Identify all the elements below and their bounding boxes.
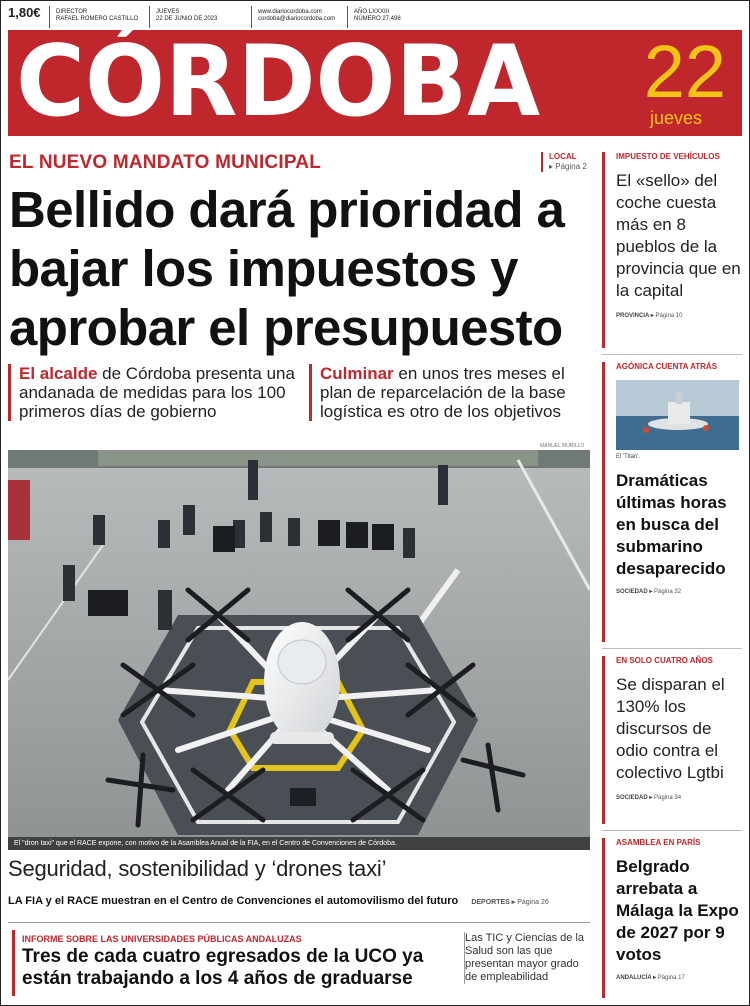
director-name: RAFAEL ROMERO CASTILLO	[56, 16, 139, 22]
right-story-2-kicker: AGÓNICA CUENTA ATRÁS	[616, 362, 718, 371]
univ-sidebar-text: Las TIC y Ciencias de la Salud son las que presentan mayor grado de empleabilidad	[465, 932, 585, 983]
right-separator-1	[602, 354, 742, 355]
photo-page: Página 26	[517, 899, 549, 906]
lead-subhead-2-text: en unos tres meses el plan de reparcelación de la base logística es otro de los objetivos	[320, 364, 566, 421]
masthead-day: 22	[643, 30, 726, 113]
right-separator-2	[602, 648, 742, 649]
photo-subhead	[8, 895, 549, 907]
lead-headline[interactable]: Bellido dará prioridad a bajar los impuestos y aprobar el presupuesto	[9, 181, 565, 356]
right-story-4-text: Belgrado arrebata a Málaga la Expo de 2027 por 9 votos	[616, 857, 739, 964]
lead-subhead-2-highlight: Culminar	[320, 364, 394, 383]
issue-number: NÚMERO 27.498	[354, 16, 401, 22]
drone-taxi-photo	[8, 450, 590, 850]
right-story-1-ref	[616, 312, 742, 319]
right-story-2-ref	[616, 588, 742, 595]
web-link[interactable]: www.diariocordoba.com	[258, 9, 322, 15]
right-story-1-section: PROVINCIA ▸	[616, 313, 654, 319]
right-story-4-kicker: ASAMBLEA EN PARÍS	[616, 838, 701, 847]
masthead	[8, 25, 742, 139]
right-story-3-kicker: EN SOLO CUATRO AÑOS	[616, 656, 713, 665]
right-story-1[interactable]	[602, 152, 742, 348]
right-story-3[interactable]	[602, 656, 742, 824]
weekday-label: JUEVES	[156, 9, 180, 15]
lead-page: ▸ Página 2	[549, 162, 587, 171]
right-story-2-page: Página 32	[654, 589, 682, 595]
photo-subhead-text: LA FIA y el RACE muestran en el Centro de Convenciones el automovilismo del futuro	[8, 895, 459, 907]
drone-photo-illustration	[8, 450, 590, 850]
year-text: AÑO LXXXIII	[354, 9, 390, 15]
photo-headline[interactable]: Seguridad, sostenibilidad y ‘drones taxi’	[8, 856, 387, 881]
photo-section-ref[interactable]	[471, 899, 548, 906]
photo-section: DEPORTES ▸	[471, 899, 516, 906]
section-divider	[8, 922, 590, 923]
right-story-2[interactable]	[602, 362, 742, 642]
lead-subhead-1	[8, 364, 298, 421]
price: 1,80€	[8, 6, 50, 28]
photo-credit: MANUEL MURILLO	[540, 443, 585, 449]
right-story-1-page: Página 10	[655, 313, 683, 319]
univ-accent-bar	[12, 930, 15, 996]
right-story-3-page: Página 34	[654, 795, 682, 801]
right-story-2-text: Dramáticas últimas horas en busca del submarino desaparecido	[616, 471, 727, 578]
univ-sidebar	[464, 932, 592, 984]
date-text: 22 DE JUNIO DE 2023	[156, 16, 218, 22]
right-story-2-section: SOCIEDAD ▸	[616, 589, 653, 595]
right-story-1-text: El «sello» del coche cuesta más en 8 pueblos de la provincia que en la capital	[616, 171, 741, 300]
right-story-4-page: Página 17	[657, 975, 685, 981]
right-story-3-ref	[616, 794, 742, 801]
right-story-4-section: ANDALUCÍA ▸	[616, 975, 657, 981]
submarine-photo	[616, 380, 739, 450]
right-story-4-ref	[616, 974, 742, 981]
lead-subhead-2	[309, 364, 599, 421]
email-link[interactable]: cordoba@diariocordoba.com	[258, 16, 336, 22]
masthead-weekday: jueves	[649, 108, 702, 128]
lead-subhead-1-highlight: El alcalde	[19, 364, 98, 383]
submarine-caption: El 'Titan'.	[616, 454, 641, 460]
lead-section: LOCAL	[549, 152, 577, 161]
photo-caption: El "dron taxi" que el RACE expone, con motivo de la Asamblea Anual de la FIA, en el Centro de Convenciones de Córdoba.	[8, 837, 590, 850]
submarine-illustration	[616, 380, 739, 450]
univ-headline[interactable]: Tres de cada cuatro egresados de la UCO ya están trabajando a los 4 años de graduarse	[22, 946, 424, 989]
univ-kicker: INFORME SOBRE LAS UNIVERSIDADES PÚBLICAS ANDALUZAS	[22, 934, 302, 944]
newspaper-name: CÓRDOBA	[16, 25, 541, 139]
right-story-3-text: Se disparan el 130% los discursos de odio contra el colectivo Lgtbi	[616, 675, 725, 782]
right-story-3-section: SOCIEDAD ▸	[616, 795, 653, 801]
right-story-4[interactable]	[602, 838, 742, 998]
lead-subhead-1-text: de Córdoba presenta una andanada de medidas para los 100 primeros días de gobierno	[19, 364, 295, 421]
right-separator-3	[602, 830, 742, 831]
right-story-1-kicker: IMPUESTO DE VEHÍCULOS	[616, 152, 720, 161]
lead-kicker: EL NUEVO MANDATO MUNICIPAL	[9, 152, 322, 173]
lead-section-ref[interactable]	[541, 152, 587, 172]
director-label: DIRECTOR	[56, 9, 88, 15]
